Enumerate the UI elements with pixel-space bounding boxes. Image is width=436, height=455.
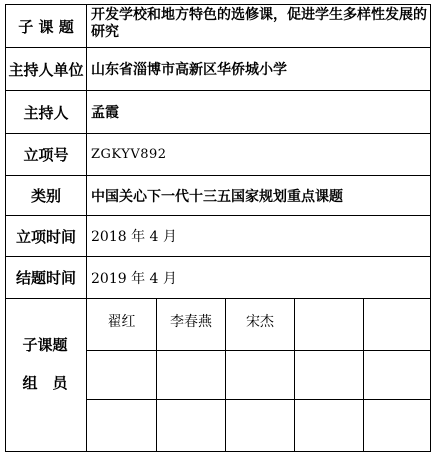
category-value: 中国关心下一代十三五国家规划重点课题: [91, 188, 343, 205]
end-date-label: 结题时间: [15, 269, 76, 287]
member-name: 李春燕: [170, 314, 212, 330]
table-border-right: [430, 4, 431, 452]
host-label: 主持人: [23, 103, 69, 122]
subject-label: 子 课 题: [18, 17, 74, 36]
project-number-label: 立项号: [23, 146, 69, 164]
host-unit-label: 主持人单位: [8, 60, 84, 79]
category-label: 类别: [30, 187, 61, 205]
subject-value: 开发学校和地方特色的选修课，促进学生多样性发展的研究: [91, 7, 427, 40]
start-date-value: 2018 年 4 月: [91, 229, 177, 245]
member-name: 翟红: [107, 314, 136, 330]
members-label-line1: 子课题: [22, 336, 68, 354]
member-row-divider: [86, 350, 431, 351]
member-name: [295, 299, 363, 350]
end-date-value: 2019 年 4 月: [91, 270, 177, 287]
member-row-divider: [86, 399, 431, 400]
project-number-value: ZGKYV892: [91, 147, 167, 162]
member-name: [364, 299, 430, 350]
host-unit-value: 山东省淄博市高新区华侨城小学: [91, 62, 287, 78]
member-name: 宋杰: [246, 314, 274, 330]
start-date-label: 立项时间: [15, 227, 76, 246]
members-label-line2: 组 员: [22, 374, 68, 392]
host-value: 孟霞: [91, 105, 119, 121]
table-border-bottom: [5, 451, 431, 452]
